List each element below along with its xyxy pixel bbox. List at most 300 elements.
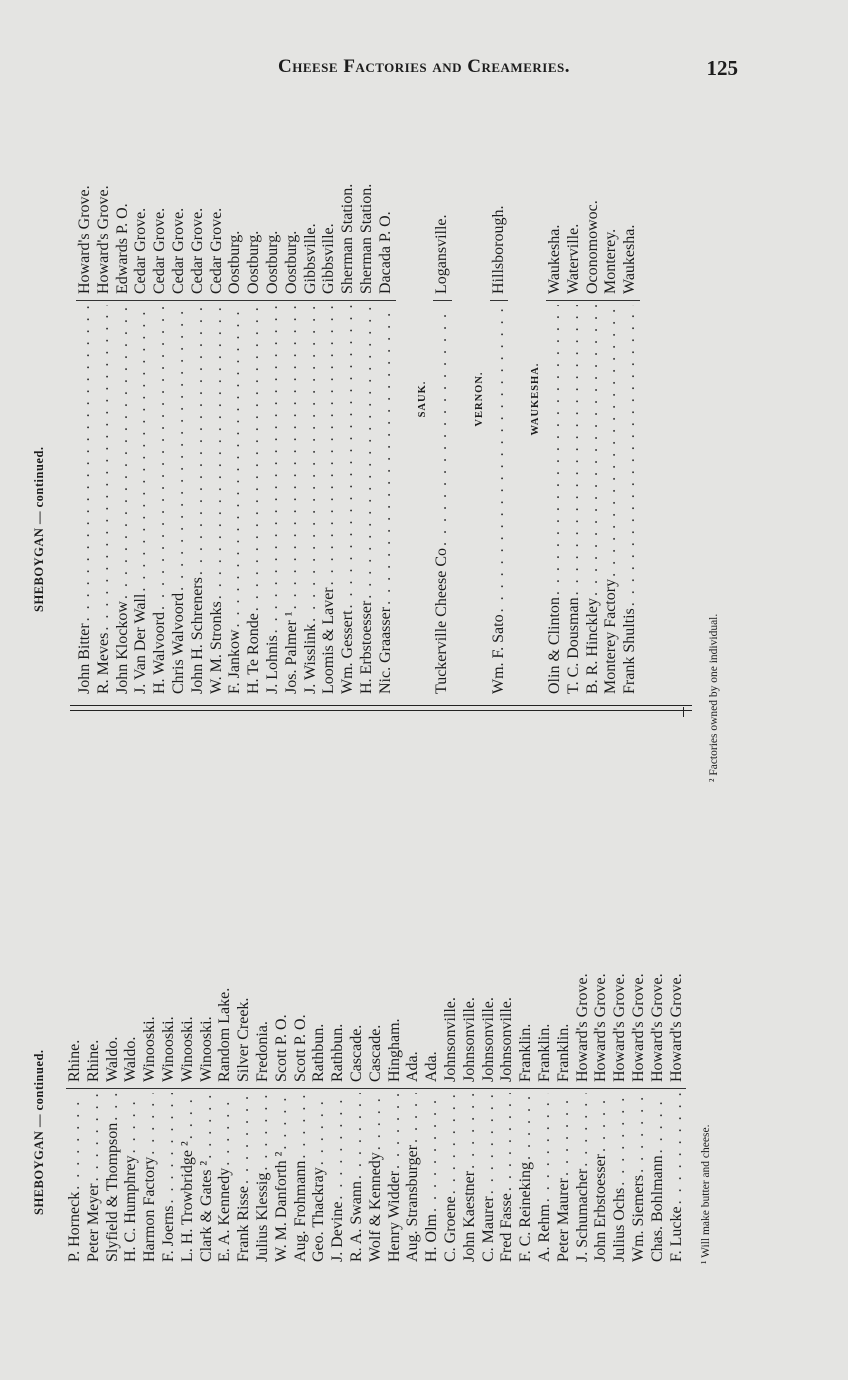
spacer — [396, 104, 415, 694]
list-item — [358, 104, 377, 694]
entry-name: F. Joerns — [159, 1205, 177, 1262]
entry-place: Oostburg. — [282, 230, 300, 294]
column-rule — [621, 300, 640, 301]
column-rule — [498, 1088, 517, 1089]
dot-leader — [490, 305, 509, 614]
entry-name: Chas. Bohlmann — [648, 1155, 666, 1262]
list-item — [245, 104, 264, 694]
list-item — [377, 104, 396, 694]
entry-place: Rathbun. — [310, 1023, 328, 1082]
entry-name: P. Horneck — [66, 1191, 83, 1262]
entry-name: B. R. Hinckley — [583, 598, 601, 694]
column-rule — [170, 300, 189, 301]
entry-name: Frank Risse — [235, 1186, 253, 1262]
column-rule — [95, 300, 114, 301]
entry-name: Jos. Palmer ¹ — [282, 611, 300, 694]
entry-place: Gibbsville. — [320, 223, 338, 294]
entry-place: Cedar Grove. — [207, 207, 225, 294]
list-item — [151, 104, 170, 694]
entry-place: Oostburg. — [245, 230, 263, 294]
dot-leader — [76, 305, 95, 623]
column-rule — [226, 300, 245, 301]
column-rule — [114, 300, 133, 301]
column-rule — [339, 300, 358, 301]
entry-name: W. M. Stronks — [207, 601, 225, 694]
page-title: Cheese Factories and Creameries. — [278, 56, 570, 77]
entry-name: C. Maurer — [479, 1196, 497, 1262]
entry-name: H. Erbstoesser — [357, 600, 375, 694]
column-rule — [292, 1088, 311, 1089]
entry-place: Logansville. — [433, 214, 451, 294]
entry-place: Edwards P. O. — [113, 203, 131, 294]
dot-leader — [160, 1093, 179, 1206]
entry-name: J. Lohnis — [263, 635, 281, 694]
entry-place: Cascade. — [347, 1024, 365, 1082]
dot-leader — [386, 1093, 405, 1171]
column-rule — [555, 1088, 574, 1089]
entry-name: John Kaestner — [460, 1170, 478, 1262]
column-rule — [66, 1088, 85, 1089]
dot-leader — [517, 1093, 536, 1162]
column-divider-line-2 — [70, 710, 692, 711]
entry-name: Peter Meyer — [84, 1183, 102, 1262]
dot-leader — [668, 1093, 687, 1206]
entry-name: Frank Shultis — [621, 608, 639, 694]
waukesha-heading: WAUKESHA. — [530, 362, 542, 436]
column-rule — [358, 300, 377, 301]
dot-leader — [235, 1093, 254, 1186]
entry-place: Winooski. — [141, 1016, 159, 1082]
dot-leader — [122, 1093, 141, 1155]
dot-leader — [198, 1093, 217, 1161]
entry-name: L. H. Trowbridge ² — [178, 1141, 196, 1262]
entry-place: Random Lake. — [216, 987, 234, 1082]
dot-leader — [498, 1093, 517, 1193]
column-rule — [592, 1088, 611, 1089]
list-item — [329, 892, 348, 1262]
right-entries-list — [76, 104, 640, 694]
entry-place: Howard's Grove. — [592, 973, 610, 1082]
entry-name: A. Rehm — [535, 1204, 553, 1262]
entry-name: Olin & Clinton — [545, 597, 563, 694]
list-item — [611, 892, 630, 1262]
entry-place: Waldo. — [122, 1036, 140, 1082]
entry-place: Rhine. — [66, 1039, 83, 1082]
column-rule — [189, 300, 208, 301]
list-item — [141, 892, 160, 1262]
entry-name: F. Lucke — [667, 1206, 685, 1262]
entry-name: J. Van Der Wall — [132, 593, 150, 694]
list-item — [95, 104, 114, 694]
list-item — [310, 892, 329, 1262]
entry-place: Johnsonville. — [498, 997, 516, 1082]
dot-leader — [536, 1093, 555, 1204]
entry-place: Cedar Grove. — [132, 207, 150, 294]
dot-leader — [283, 305, 302, 611]
column-rule — [273, 1088, 292, 1089]
list-item — [461, 892, 480, 1262]
entry-place: Waukesha. — [545, 224, 563, 294]
left-section-heading: SHEBOYGAN — continued. — [32, 1049, 46, 1215]
column-rule — [179, 1088, 198, 1089]
entry-place: Johnsonville. — [460, 997, 478, 1082]
entry-name: Peter Maurer — [554, 1178, 572, 1262]
list-item — [348, 892, 367, 1262]
list-item — [283, 104, 302, 694]
dot-leader — [141, 1093, 160, 1157]
entry-place: Winooski. — [197, 1016, 215, 1082]
column-rule — [198, 1088, 217, 1089]
list-item — [602, 104, 621, 694]
entry-place: Monterey. — [602, 228, 620, 294]
column-rule — [151, 300, 170, 301]
entry-name: Clark & Gates ² — [197, 1160, 215, 1262]
entry-place: Sherman Station. — [339, 183, 357, 294]
list-item — [235, 892, 254, 1262]
column-rule — [668, 1088, 687, 1089]
dot-leader — [179, 1093, 198, 1141]
spacer — [452, 104, 471, 694]
entry-place: Waukesha. — [621, 224, 639, 294]
column-rule — [546, 300, 565, 301]
column-rule — [348, 1088, 367, 1089]
column-rule — [404, 1088, 423, 1089]
entry-name: Wm. Gessert — [339, 610, 357, 694]
column-rule — [630, 1088, 649, 1089]
entry-name: J. Wisslink — [301, 623, 319, 694]
dot-leader — [442, 1093, 461, 1196]
entry-place: Scott P. O. — [291, 1014, 309, 1082]
column-rule — [423, 1088, 442, 1089]
entry-name: Fred Fasse — [498, 1193, 516, 1262]
entry-place: Cedar Grove. — [169, 207, 187, 294]
dot-leader — [404, 1093, 423, 1145]
list-item — [292, 892, 311, 1262]
entry-place: Waterville. — [564, 223, 582, 294]
dot-leader — [621, 305, 640, 608]
dot-leader — [358, 305, 377, 601]
column-rule — [132, 300, 151, 301]
entry-name: C. Groene — [441, 1196, 459, 1262]
entry-place: Howard's Grove. — [573, 973, 591, 1082]
entry-name: T. C. Dousman — [564, 597, 582, 694]
dot-leader — [208, 305, 227, 601]
column-rule — [517, 1088, 536, 1089]
entry-place: Winooski. — [178, 1016, 196, 1082]
entry-name: Chris Walvoord — [169, 592, 187, 694]
dot-leader — [649, 1093, 668, 1155]
dot-leader — [189, 305, 208, 577]
dot-leader — [320, 305, 339, 587]
entry-place: Oostburg. — [263, 230, 281, 294]
column-rule — [367, 1088, 386, 1089]
column-rule — [320, 300, 339, 301]
dot-leader — [546, 305, 565, 597]
dot-leader — [254, 1093, 273, 1173]
dot-leader — [264, 305, 283, 635]
entry-name: E. A. Kennedy — [216, 1167, 234, 1262]
column-rule — [480, 1088, 499, 1089]
dot-leader — [273, 1093, 292, 1152]
column-rule — [611, 1088, 630, 1089]
dot-leader — [329, 1093, 348, 1202]
entry-place: Cedar Grove. — [151, 207, 169, 294]
entry-place: Howard's Grove. — [667, 973, 685, 1082]
entry-name: Henry Widder — [385, 1170, 403, 1262]
list-item — [565, 104, 584, 694]
dot-leader — [66, 1093, 85, 1192]
entry-name: Loomis & Laver — [320, 587, 338, 694]
entry-place: Johnsonville. — [441, 997, 459, 1082]
list-item — [517, 892, 536, 1262]
entry-place: Silver Creek. — [235, 997, 253, 1082]
list-item — [302, 104, 321, 694]
column-rule — [584, 300, 603, 301]
entry-name: J. Devine — [329, 1201, 347, 1262]
left-footnote: ¹ Will make butter and cheese. — [700, 1124, 712, 1264]
column-rule — [254, 1088, 273, 1089]
list-item — [226, 104, 245, 694]
list-item — [320, 104, 339, 694]
entry-name: Wolf & Kennedy — [366, 1152, 384, 1262]
list-item — [442, 892, 461, 1262]
entry-place: Hillsborough. — [489, 205, 507, 294]
dot-leader — [480, 1093, 499, 1196]
entry-name: Tuckerville Cheese Co — [433, 547, 451, 694]
entry-name: W. M. Danforth ² — [272, 1151, 290, 1262]
entry-name: John Klockow — [113, 601, 131, 694]
entry-name: Julius Klessig — [253, 1172, 271, 1262]
column-rule — [433, 300, 452, 301]
entry-place: Waldo. — [103, 1036, 121, 1082]
entry-name: John H. Schreners — [188, 577, 206, 694]
entry-place: Howard's Grove. — [76, 185, 93, 294]
list-item — [433, 104, 452, 694]
list-item — [546, 104, 565, 694]
column-rule — [442, 1088, 461, 1089]
list-item — [592, 892, 611, 1262]
list-item — [114, 104, 133, 694]
dot-leader — [461, 1093, 480, 1171]
dot-leader — [151, 305, 170, 612]
entry-place: Rathbun. — [329, 1023, 347, 1082]
entry-place: Oostburg. — [226, 230, 244, 294]
entry-place: Cascade. — [366, 1024, 384, 1082]
list-item — [273, 892, 292, 1262]
list-item — [490, 104, 509, 694]
dot-leader — [611, 1093, 630, 1188]
entry-name: Harmon Factory — [141, 1156, 159, 1262]
list-item — [498, 892, 517, 1262]
vernon-heading: VERNON. — [473, 371, 485, 427]
list-item — [198, 892, 217, 1262]
entry-name: H. C. Humphrey — [122, 1155, 140, 1262]
entry-name: H. Te Ronde — [245, 613, 263, 694]
dot-leader — [132, 305, 151, 594]
column-rule — [245, 300, 264, 301]
entry-place: Dacada P. O. — [376, 211, 394, 294]
list-item — [404, 892, 423, 1262]
dot-leader — [85, 1093, 104, 1183]
entry-name: Monterey Factory — [602, 578, 620, 694]
list-item — [536, 892, 555, 1262]
column-rule — [160, 1088, 179, 1089]
column-rule — [76, 300, 95, 301]
list-item — [480, 892, 499, 1262]
entry-name: R. A. Swann — [347, 1181, 365, 1262]
list-item — [555, 892, 574, 1262]
list-item — [208, 104, 227, 694]
list-item — [621, 104, 640, 694]
column-rule — [216, 1088, 235, 1089]
column-rule — [302, 300, 321, 301]
entry-place: Gibbsville. — [301, 223, 319, 294]
entry-place: Howard's Grove. — [629, 973, 647, 1082]
column-rule — [377, 300, 396, 301]
dot-leader — [592, 1093, 611, 1154]
entry-place: Winooski. — [159, 1016, 177, 1082]
list-item — [66, 892, 85, 1262]
list-item — [339, 104, 358, 694]
list-item — [216, 892, 235, 1262]
dot-leader — [292, 1093, 311, 1161]
column-rule — [565, 300, 584, 301]
column-rule — [104, 1088, 123, 1089]
entry-place: Franklin. — [535, 1023, 553, 1082]
entry-name: John Erbstoesser — [592, 1154, 610, 1262]
dot-leader — [377, 305, 396, 607]
sauk-heading: SAUK. — [417, 380, 429, 418]
column-rule — [574, 1088, 593, 1089]
column-rule — [602, 300, 621, 301]
list-item — [668, 892, 687, 1262]
column-rule — [536, 1088, 555, 1089]
dot-leader — [565, 305, 584, 597]
column-rule — [208, 300, 227, 301]
column-rule — [141, 1088, 160, 1089]
dot-leader — [302, 305, 321, 624]
list-item — [423, 892, 442, 1262]
list-item — [574, 892, 593, 1262]
list-item — [189, 104, 208, 694]
dot-leader — [170, 305, 189, 593]
dot-leader — [245, 305, 264, 613]
column-rule — [649, 1088, 668, 1089]
right-section-heading: SHEBOYGAN — continued. — [32, 446, 46, 612]
entry-name: Wm. Siemers — [629, 1174, 647, 1262]
dot-leader — [423, 1093, 442, 1214]
entry-name: Aug. Frohmann — [291, 1160, 309, 1262]
list-item — [254, 892, 273, 1262]
entry-name: Slyfield & Thompson — [103, 1122, 121, 1262]
entry-place: Ada. — [404, 1051, 422, 1082]
right-footnote: ² Factories owned by one individual. — [708, 613, 720, 782]
list-item — [104, 892, 123, 1262]
column-divider-a — [683, 707, 684, 717]
entry-place: Howard's Grove. — [648, 973, 666, 1082]
dot-leader — [348, 1093, 367, 1181]
dot-leader — [104, 1093, 123, 1123]
entry-name: Wm. F. Sato — [489, 614, 507, 694]
dot-leader — [367, 1093, 386, 1152]
list-item — [386, 892, 405, 1262]
left-entries-list — [66, 892, 686, 1262]
dot-leader — [95, 305, 114, 633]
column-rule — [329, 1088, 348, 1089]
dot-leader — [216, 1093, 235, 1168]
page-number: 125 — [706, 56, 738, 80]
entry-place: Cedar Grove. — [188, 207, 206, 294]
entry-name: F. C. Reineking — [517, 1161, 535, 1262]
column-rule — [490, 300, 509, 301]
list-item — [132, 104, 151, 694]
entry-name: Geo. Thackray — [310, 1167, 328, 1262]
entry-place: Scott P. O. — [272, 1014, 290, 1082]
list-item — [584, 104, 603, 694]
column-rule — [461, 1088, 480, 1089]
dot-leader — [574, 1093, 593, 1169]
entry-place: Franklin. — [517, 1023, 535, 1082]
column-rule — [310, 1088, 329, 1089]
dot-leader — [602, 305, 621, 579]
column-rule — [264, 300, 283, 301]
entry-place: Hingham. — [385, 1018, 403, 1082]
column-rule — [283, 300, 302, 301]
entry-place: Sherman Station. — [357, 183, 375, 294]
entry-name: F. Jankow — [226, 629, 244, 694]
list-item — [76, 104, 95, 694]
entry-name: Julius Ochs — [611, 1187, 629, 1262]
list-item — [649, 892, 668, 1262]
dot-leader — [584, 305, 603, 598]
dot-leader — [114, 305, 133, 601]
dot-leader — [630, 1093, 649, 1175]
dot-leader — [433, 305, 452, 548]
column-divider-line-1 — [70, 705, 692, 706]
dot-leader — [310, 1093, 329, 1167]
list-item — [367, 892, 386, 1262]
entry-name: R. Meves — [94, 632, 112, 694]
column-rule — [386, 1088, 405, 1089]
entry-name: John Bitter — [76, 623, 93, 694]
list-item — [160, 892, 179, 1262]
column-rule — [85, 1088, 104, 1089]
list-item — [179, 892, 198, 1262]
entry-place: Rhine. — [84, 1039, 102, 1082]
dot-leader — [555, 1093, 574, 1178]
entry-place: Oconomowoc. — [583, 200, 601, 294]
entry-place: Howard's Grove. — [611, 973, 629, 1082]
entry-place: Ada. — [423, 1051, 441, 1082]
dot-leader — [339, 305, 358, 610]
spacer — [508, 104, 527, 694]
entry-name: H. Olm — [423, 1214, 441, 1262]
entry-place: Fredonia. — [253, 1021, 271, 1082]
list-item — [122, 892, 141, 1262]
list-item — [630, 892, 649, 1262]
entry-name: Nic. Graasser — [376, 606, 394, 694]
entry-place: Howard's Grove. — [94, 185, 112, 294]
column-rule — [235, 1088, 254, 1089]
entry-place: Franklin. — [554, 1023, 572, 1082]
list-item — [170, 104, 189, 694]
list-item — [85, 892, 104, 1262]
entry-name: Aug. Stransburger — [404, 1144, 422, 1262]
entry-name: H. Walvoord — [151, 612, 169, 694]
entry-name: J. Schumacher — [573, 1168, 591, 1262]
list-item — [264, 104, 283, 694]
dot-leader — [226, 305, 245, 630]
